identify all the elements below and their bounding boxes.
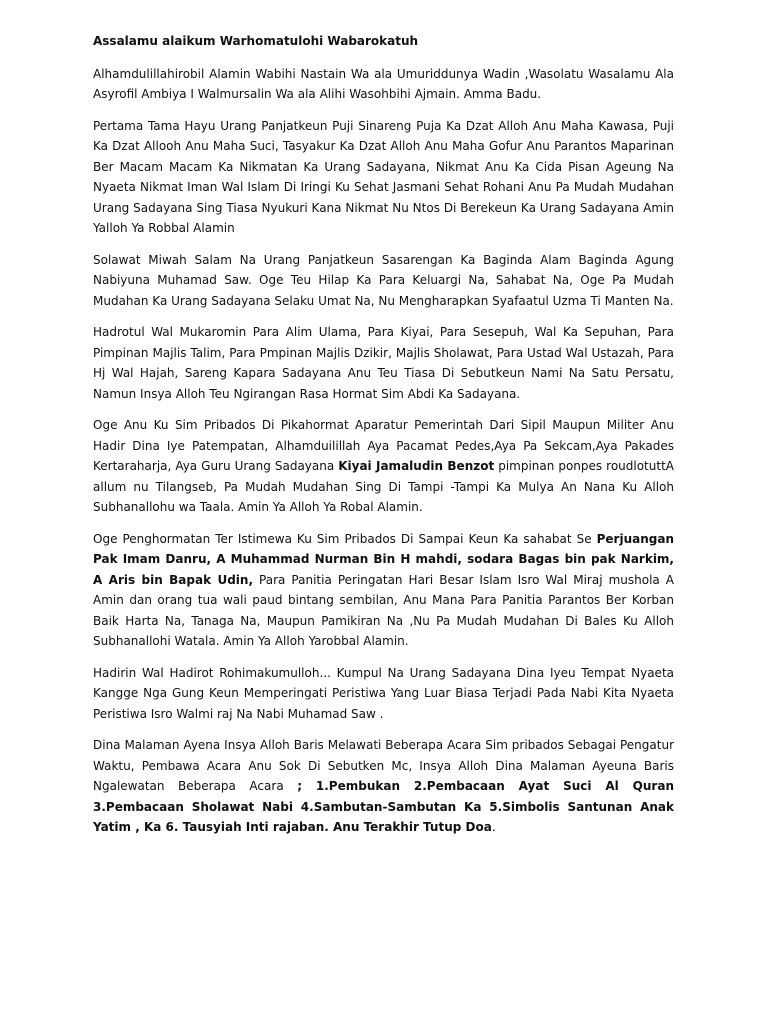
paragraph-gathering-purpose: Hadirin Wal Hadirot Rohimakumulloh... Kumpul Na Urang Sadayana Dina Iyeu Tempat Nyaeta Kangge Nga Gung Keun Memperingati Peristiwa Yang Luar Biasa Terjadi Pada Nabi Kita Nyaeta Peristiwa Isro Walmi raj Na Nabi Muhamad Saw . [93, 665, 674, 721]
paragraph-officials [93, 415, 674, 518]
paragraph-solawat: Solawat Miwah Salam Na Urang Panjatkeun Sasarengan Ka Baginda Alam Baginda Agung Nabiyuna Muhamad Saw. Oge Teu Hilap Ka Para Keluargi Na, Sahabat Na, Oge Pa Mudah Mudahan Ka Urang Sadayana Selaku Umat Na, Nu Mengharapkan Syafaatul Uzma Ti Manten Na. [93, 252, 674, 308]
paragraph-text: Oge Anu Ku Sim Pribados Di Pikahormat Aparatur Pemerintah Dari Sipil Maupun Militer Anu Hadir Dina Iye Patempatan, Alhamduilillah Aya Pacamat Pedes,Aya Pa Sekcam,Aya Pakades Kertaraharja, Aya Guru Urang Sadayana [93, 418, 674, 473]
paragraph-text: . [491, 820, 496, 834]
paragraph-agenda [93, 735, 674, 838]
document-page [93, 31, 674, 849]
bold-agenda-list: ; 1.Pembukan 2.Pembacaan Ayat Suci Al Quran 3.Pembacaan Sholawat Nabi 4.Sambutan-Sambutan Ka 5.Simbolis Santunan Anak Yatim , Ka 6. Tausyiah Inti rajaban. Anu Terakhir Tutup Doa [93, 779, 674, 834]
bold-name-kiyai: Kiyai Jamaludin Benzot [338, 459, 495, 473]
paragraph-text: pimpinan ponpes roudlotuttA allum nu Tilangseb, Pa Mudah Mudahan Sing Di Tampi -Tampi Ka Mulya An Nana Ku Alloh Subhanallohu wa Taala. Amin Ya Alloh Ya Robal Alamin. [93, 459, 674, 514]
paragraph-honored-guests: Hadrotul Wal Mukaromin Para Alim Ulama, Para Kiyai, Para Sesepuh, Wal Ka Sepuhan, Para Pimpinan Majlis Talim, Para Pmpinan Majlis Dzikir, Majlis Sholawat, Para Ustad Wal Ustazah, Para Hj Wal Hajah, Sareng Kapara Sadayana Anu Teu Tiasa Di Sebutkeun Nami Na Satu Persatu, Namun Insya Alloh Teu Ngirangan Rasa Hormat Sim Abdi Ka Sadayana. [93, 325, 674, 401]
paragraph-hamdalah: Alhamdulillahirobil Alamin Wabihi Nastain Wa ala Umuriddunya Wadin ,Wasolatu Wasalamu Ala Asyrofil Ambiya I Walmursalin Wa ala Alihi Wasohbihi Ajmain. Amma Badu. [93, 66, 674, 101]
paragraph-text: Dina Malaman Ayena Insya Alloh Baris Melawati Beberapa Acara Sim pribados Sebagai Pengatur Waktu, Pembawa Acara Anu Sok Di Sebutken Mc, Insya Alloh Dina Malaman Ayeuna Baris Ngalewatan Beberapa Acara [93, 738, 674, 793]
paragraph-text: Oge Penghormatan Ter Istimewa Ku Sim Pribados Di Sampai Keun Ka sahabat Se [93, 531, 597, 546]
paragraph-special-thanks [93, 529, 674, 652]
greeting-title: Assalamu alaikum Warhomatulohi Wabarokatuh [93, 34, 419, 48]
paragraph-text: Para Panitia Peringatan Hari Besar Islam Isro Wal Miraj mushola A Amin dan orang tua wali paud bintang sembilan, Anu Mana Para Panitia Parantos Ber Korban Baik Harta Na, Tanaga Na, Maupun Pamikiran Na ,Nu Pa Mudah Mudahan Di Bales Ku Alloh Subhanallohi Watala. Amin Ya Alloh Yarobbal Alamin. [93, 572, 675, 648]
bold-committee-names: Perjuangan Pak Imam Danru, A Muhammad Nurman Bin H mahdi, sodara Bagas bin pak Narkim, A Aris bin Bapak Udin, [93, 531, 674, 587]
paragraph-thanks-to-god: Pertama Tama Hayu Urang Panjatkeun Puji Sinareng Puja Ka Dzat Alloh Anu Maha Kawasa, Puji Ka Dzat Allooh Anu Maha Suci, Tasyakur Ka Dzat Alloh Anu Maha Gofur Anu Parantos Maparinan Ber Macam Macam Ka Nikmatan Ka Urang Sadayana, Nikmat Anu Ka Cida Pisan Ageung Na Nyaeta Nikmat Iman Wal Islam Di Iringi Ku Sehat Jasmani Sehat Rohani Anu Pa Mudah Mudahan Urang Sadayana Sing Tiasa Nyukuri Kana Nikmat Nu Ntos Di Berekeun Ka Urang Sadayana Amin Yalloh Ya Robbal Alamin [93, 118, 674, 235]
